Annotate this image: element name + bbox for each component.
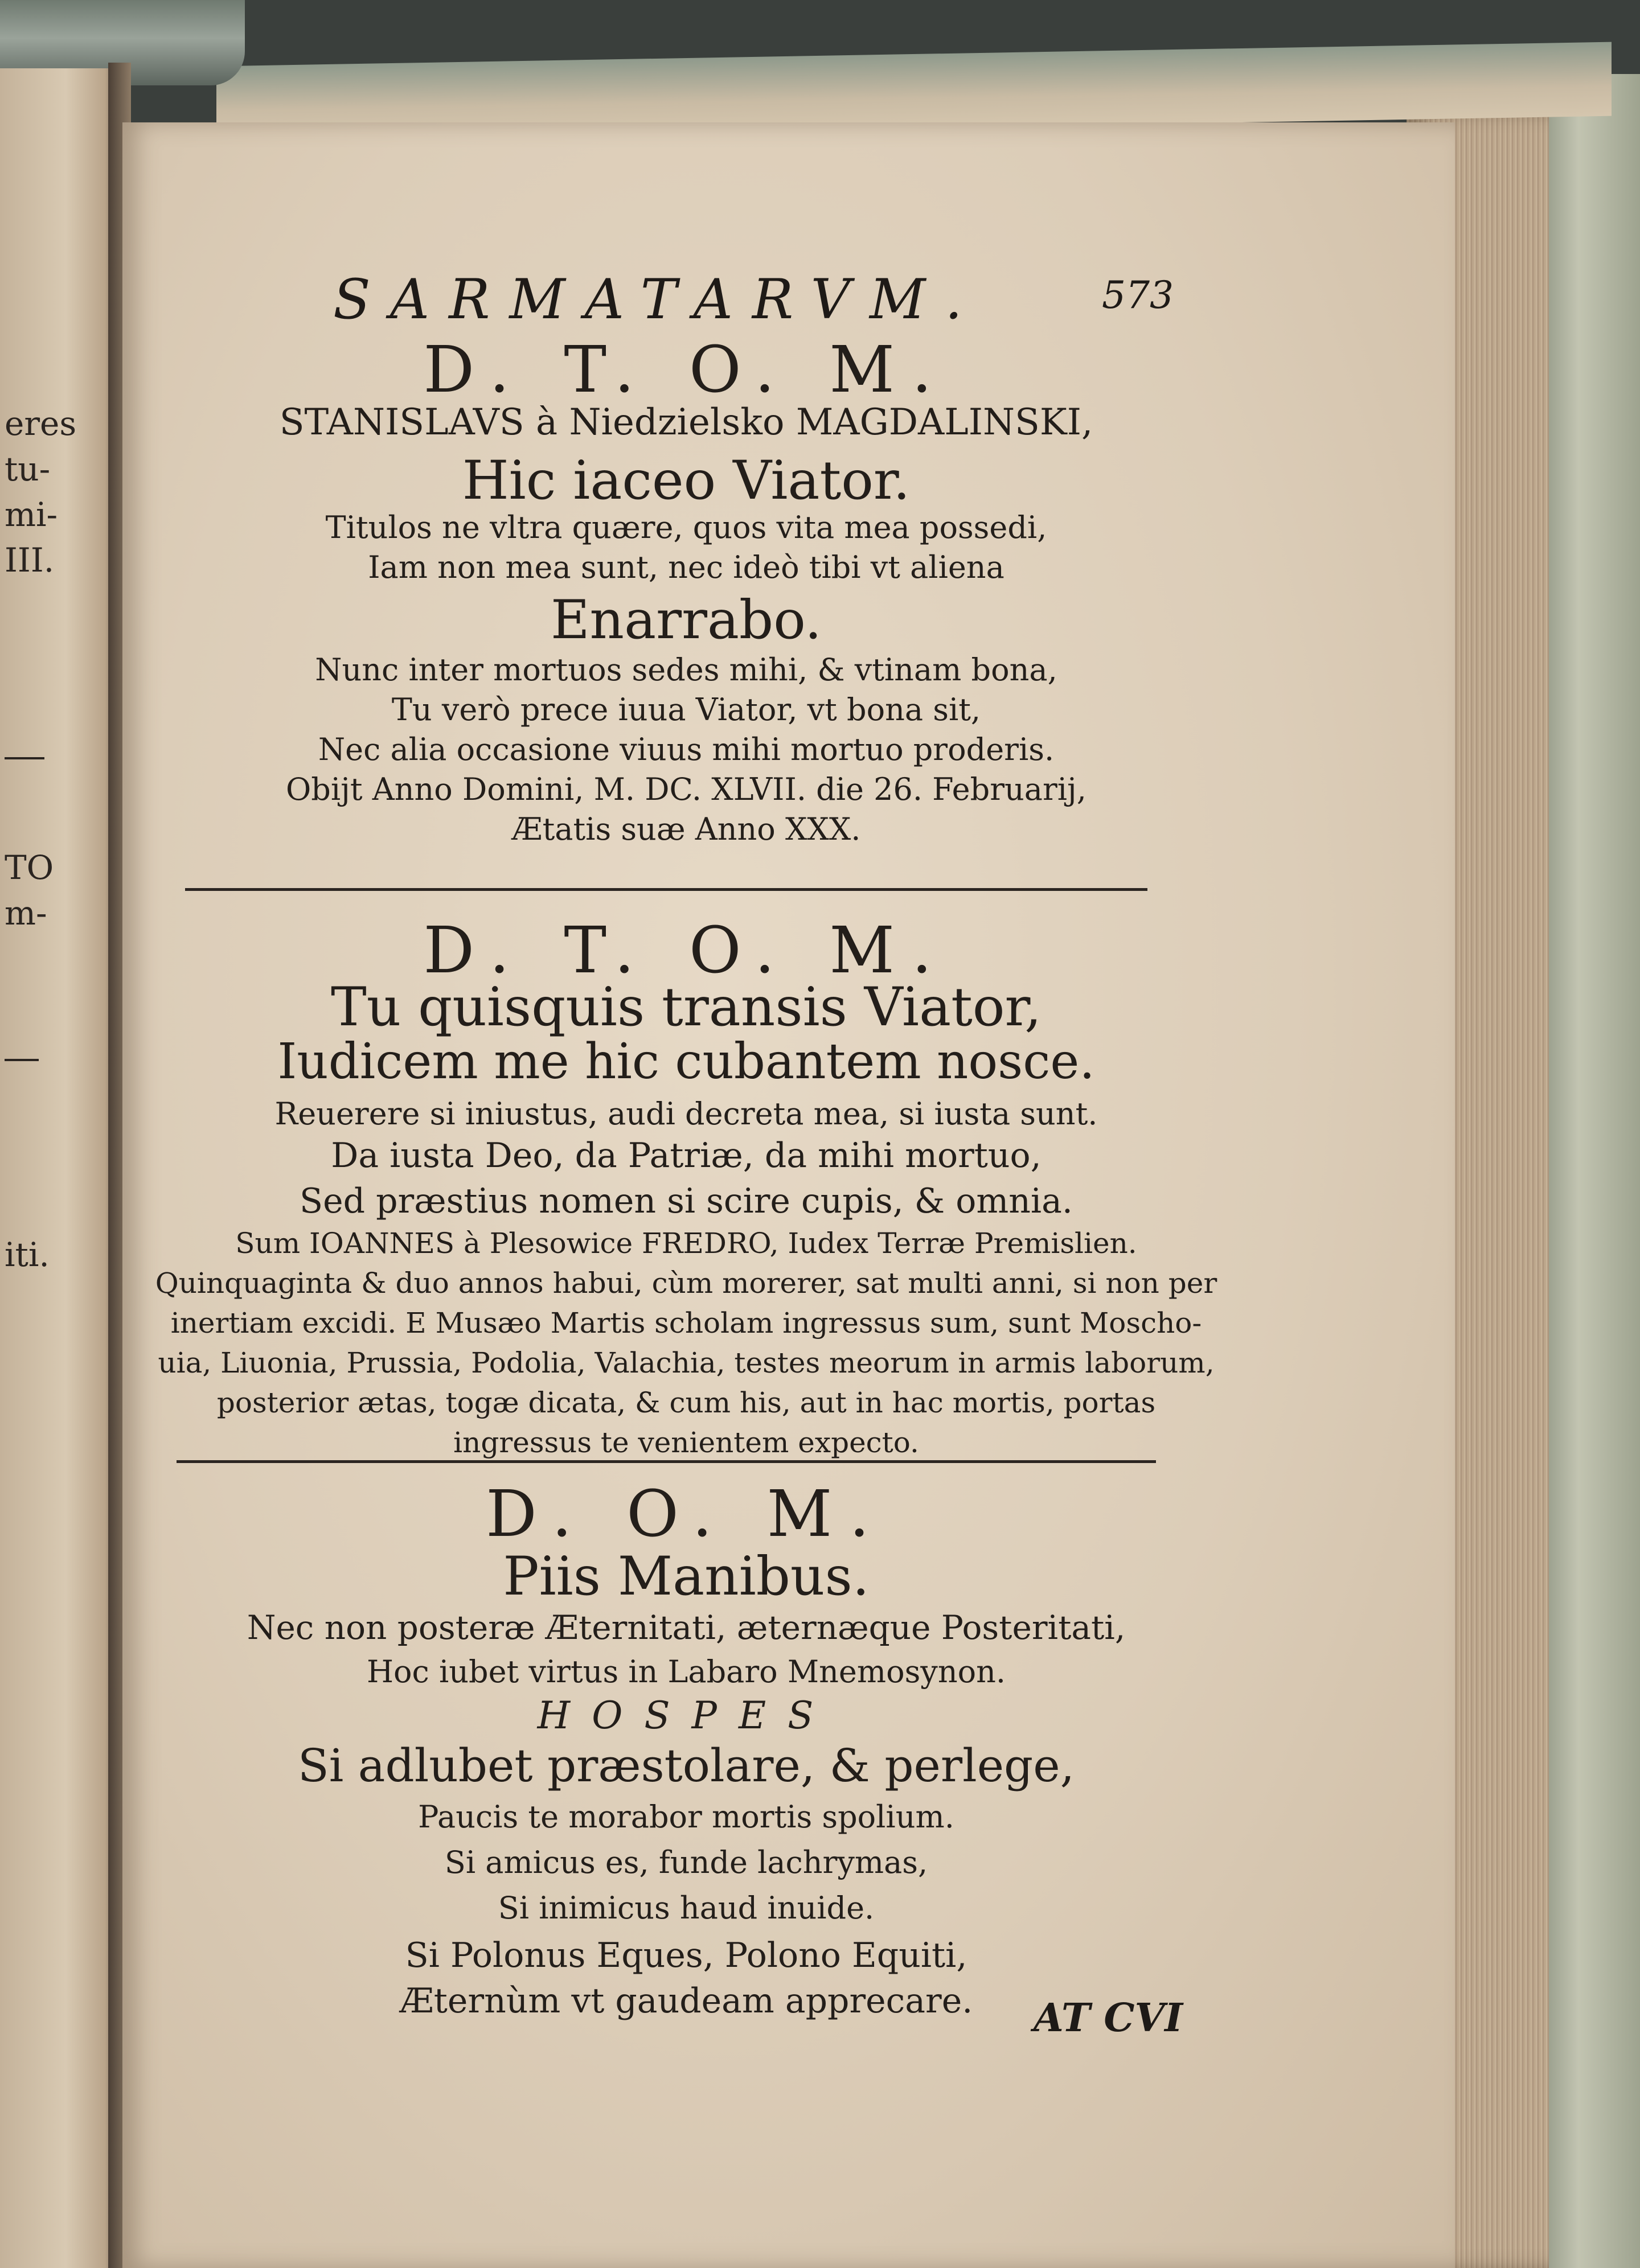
divider-rule: [177, 1460, 1156, 1463]
book-cover-edge: [1538, 74, 1640, 2268]
epitaph3-line: Hoc iubet virtus in Labaro Mnemosynon.: [366, 1654, 1006, 1690]
epitaph1-line: Iam non mea sunt, nec ideò tibi vt aliena: [368, 549, 1004, 585]
epitaph1-line: Tu verò prece iuua Viator, vt bona sit,: [391, 692, 981, 728]
epitaph3-line: Si amicus es, funde lachrymas,: [444, 1844, 928, 1880]
left-fragment: TO: [5, 848, 54, 887]
left-fragment: iti.: [5, 1235, 50, 1274]
epitaph2-dtom: D. T. O. M.: [423, 914, 949, 988]
epitaph2-line: Sed præstius nomen si scire cupis, & omnia.: [300, 1181, 1073, 1221]
epitaph2-para: inertiam excidi. E Musæo Martis scholam ingressus sum, sunt Moscho-: [170, 1306, 1202, 1340]
left-fragment: III.: [5, 541, 55, 580]
epitaph3-line: Nec non posteræ Æternitati, æternæque Posteritati,: [247, 1608, 1126, 1647]
epitaph1-line: Titulos ne vltra quære, quos vita mea possedi,: [325, 510, 1047, 545]
epitaph1-line: Nec alia occasione viuus mihi mortuo proderis.: [318, 732, 1055, 767]
catchword: AT CVI: [1034, 1995, 1183, 2041]
epitaph2-para: ingressus te venientem expecto.: [453, 1426, 919, 1459]
epitaph1-dtom: D. T. O. M.: [423, 333, 949, 407]
epitaph3-hospes: HOSPES: [537, 1694, 835, 1737]
epitaph1-emphasis: Enarrabo.: [550, 589, 822, 651]
epitaph2-para: uia, Liuonia, Prussia, Podolia, Valachia, testes meorum in armis laborum,: [158, 1346, 1215, 1379]
epitaph3-line: Æternùm vt gaudeam apprecare.: [399, 1981, 973, 2021]
epitaph2-para: Quinquaginta & duo annos habui, cùm morerer, sat multi anni, si non per: [155, 1267, 1217, 1300]
page: [122, 122, 1455, 2268]
epitaph2-heading1: Tu quisquis transis Viator,: [331, 976, 1042, 1038]
epitaph2-heading2: Iudicem me hic cubantem nosce.: [277, 1033, 1095, 1090]
running-title: SARMATARVM.: [333, 268, 982, 331]
page-number: 573: [1102, 273, 1174, 317]
epitaph3-line: Si inimicus haud inuide.: [498, 1890, 875, 1926]
left-fragment: tu-: [5, 450, 51, 488]
epitaph3-line: Paucis te morabor mortis spolium.: [418, 1799, 954, 1835]
epitaph1-line: Nunc inter mortuos sedes mihi, & vtinam bona,: [315, 652, 1057, 688]
epitaph1-line: Obijt Anno Domini, M. DC. XLVII. die 26. Februarij,: [286, 771, 1086, 807]
epitaph1-name: STANISLAVS à Niedzielsko MAGDALINSKI,: [279, 401, 1093, 443]
epitaph3-line: Si Polonus Eques, Polono Equiti,: [405, 1936, 967, 1975]
left-fragment: mi-: [5, 495, 58, 534]
epitaph2-line: Reuerere si iniustus, audi decreta mea, si iusta sunt.: [274, 1096, 1098, 1132]
epitaph2-line: Da iusta Deo, da Patriæ, da mihi mortuo,: [331, 1136, 1042, 1176]
left-fragment: m-: [5, 894, 47, 932]
epitaph3-heading: Piis Manibus.: [503, 1546, 870, 1608]
epitaph3-heading2: Si adlubet præstolare, & perlege,: [297, 1739, 1075, 1792]
epitaph2-para: posterior ætas, togæ dicata, & cum his, aut in hac mortis, portas: [216, 1386, 1156, 1419]
epitaph1-heading: Hic iaceo Viator.: [462, 450, 911, 512]
epitaph3-dtom: D. O. M.: [486, 1477, 887, 1551]
epitaph2-para: Sum IOANNES à Plesowice FREDRO, Iudex Terræ Premislien.: [235, 1227, 1137, 1260]
divider-rule: [185, 888, 1147, 891]
epitaph1-line: Ætatis suæ Anno XXX.: [511, 811, 861, 847]
left-fragment: eres: [5, 404, 77, 443]
